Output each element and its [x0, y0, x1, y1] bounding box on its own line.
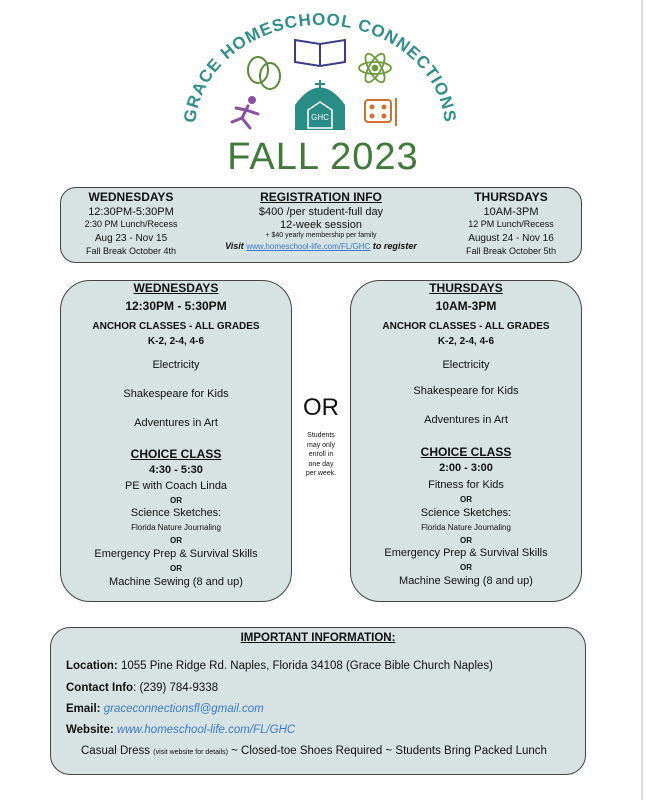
thu-choice-3: Emergency Prep & Survival Skills	[384, 547, 548, 559]
website-label: Website:	[66, 724, 114, 736]
location-label: Location:	[66, 660, 118, 672]
thu-anchor-2: Shakespeare for Kids	[413, 385, 519, 397]
wed-time: 12:30PM - 5:30PM	[125, 299, 227, 313]
email-line	[66, 703, 264, 715]
note-line: enroll in	[308, 451, 334, 458]
contact-line	[66, 682, 218, 694]
wed-anchor-1: Electricity	[152, 359, 200, 371]
thu-day: THURSDAYS	[429, 281, 503, 295]
location-line	[66, 660, 493, 672]
thu-or-2: OR	[460, 536, 472, 545]
dress-note: (visit website for details)	[153, 749, 228, 756]
wed-anchor-2: Shakespeare for Kids	[123, 388, 229, 400]
thu-summary-day: THURSDAYS	[474, 190, 548, 204]
wed-anchor-heading: ANCHOR CLASSES - ALL GRADES	[92, 321, 260, 332]
website-link[interactable]: www.homeschool-life.com/FL/GHC	[116, 724, 296, 736]
wed-choice-time: 4:30 - 5:30	[149, 464, 203, 476]
website-line	[66, 724, 295, 736]
wed-anchor-3: Adventures in Art	[134, 417, 218, 429]
thu-choice-2: Science Sketches:	[420, 507, 512, 519]
runner-icon	[232, 96, 258, 128]
wed-choice-2-sub: Florida Nature Journaling	[131, 523, 221, 532]
wed-grades: K-2, 2-4, 4-6	[147, 336, 205, 347]
thu-summary-time: 10AM-3PM	[483, 206, 539, 218]
logo-badge-text: GHC	[311, 113, 329, 122]
important-info-box	[50, 627, 586, 775]
registration-center	[196, 190, 446, 251]
email-link[interactable]: graceconnectionsfl@gmail.com	[103, 703, 264, 715]
registration-visit-line	[196, 241, 446, 251]
wed-choice-1: PE with Coach Linda	[124, 480, 228, 492]
note-line: one day	[308, 460, 334, 468]
thu-or-1: OR	[460, 495, 472, 504]
wed-summary	[61, 190, 201, 256]
dress-code-line	[81, 745, 547, 757]
thu-or-3: OR	[460, 563, 472, 572]
contact-value: : (239) 784-9338	[133, 682, 219, 694]
wed-choice-2: Science Sketches:	[130, 507, 222, 519]
registration-membership: + $40 yearly membership per family	[265, 232, 377, 239]
thu-summary-dates: August 24 - Nov 16	[468, 233, 554, 244]
theater-masks-icon	[248, 57, 280, 89]
wed-choice-heading: CHOICE CLASS	[130, 447, 222, 461]
paint-palette-icon	[365, 98, 396, 126]
atom-icon	[359, 51, 391, 85]
thu-choice-heading: CHOICE CLASS	[420, 445, 512, 459]
book-icon	[295, 40, 345, 66]
wed-choice-3: Emergency Prep & Survival Skills	[94, 548, 258, 560]
enrollment-note	[292, 431, 350, 479]
wed-or-1: OR	[170, 496, 182, 505]
wed-summary-break: Fall Break October 4th	[85, 246, 177, 256]
thu-summary	[441, 190, 581, 256]
thu-choice-2-sub: Florida Nature Journaling	[421, 523, 511, 532]
note-line: may only	[306, 441, 335, 449]
wed-summary-lunch: 2:30 PM Lunch/Recess	[84, 219, 178, 229]
visit-label: Visit	[225, 241, 244, 251]
info-heading: IMPORTANT INFORMATION:	[240, 632, 396, 644]
wed-or-3: OR	[170, 564, 182, 573]
wed-choice-4: Machine Sewing (8 and up)	[109, 576, 243, 588]
thu-anchor-1: Electricity	[442, 359, 490, 371]
registration-link[interactable]: www.homeschool-life.com/FL/GHC	[246, 242, 371, 251]
wed-or-2: OR	[170, 536, 182, 545]
wed-summary-day: WEDNESDAYS	[88, 190, 174, 204]
email-label: Email:	[66, 703, 101, 715]
registration-price: $400 /per student-full day	[258, 206, 384, 218]
contact-label: Contact Info	[66, 682, 134, 694]
registration-heading: REGISTRATION INFO	[260, 190, 382, 204]
wed-summary-time: 12:30PM-5:30PM	[88, 206, 174, 218]
register-label: to register	[372, 241, 417, 251]
thursday-card	[350, 280, 582, 602]
thu-time: 10AM-3PM	[435, 299, 497, 313]
thu-summary-break: Fall Break October 5th	[465, 246, 557, 256]
registration-box	[60, 187, 582, 263]
dress-label: Casual Dress	[81, 745, 151, 757]
dress-rest: ~ Closed-toe Shoes Required ~ Students Bring Packed Lunch	[227, 745, 547, 757]
thu-anchor-heading: ANCHOR CLASSES - ALL GRADES	[382, 321, 550, 332]
thu-choice-time: 2:00 - 3:00	[439, 462, 493, 474]
registration-session: 12-week session	[280, 219, 362, 231]
location-value: 1055 Pine Ridge Rd. Naples, Florida 34108 (Grace Bible Church Naples)	[117, 660, 493, 672]
thu-choice-1: Fitness for Kids	[428, 479, 504, 491]
note-line: Students	[307, 432, 335, 439]
page-title: FALL 2023	[227, 136, 419, 178]
or-divider: OR	[303, 394, 339, 421]
church-icon	[295, 80, 345, 130]
thu-anchor-3: Adventures in Art	[424, 414, 508, 426]
note-line: per week.	[305, 470, 337, 477]
wed-summary-dates: Aug 23 - Nov 15	[94, 233, 168, 244]
logo-arc-text: GRACE HOMESCHOOL CONNECTIONS	[180, 10, 460, 124]
ghc-logo	[170, 10, 470, 145]
page-edge	[641, 0, 643, 800]
thu-grades: K-2, 2-4, 4-6	[437, 336, 495, 347]
thu-choice-4: Machine Sewing (8 and up)	[399, 575, 533, 587]
thu-summary-lunch: 12 PM Lunch/Recess	[468, 219, 554, 229]
wednesday-card	[60, 280, 292, 602]
wed-day: WEDNESDAYS	[133, 281, 219, 295]
